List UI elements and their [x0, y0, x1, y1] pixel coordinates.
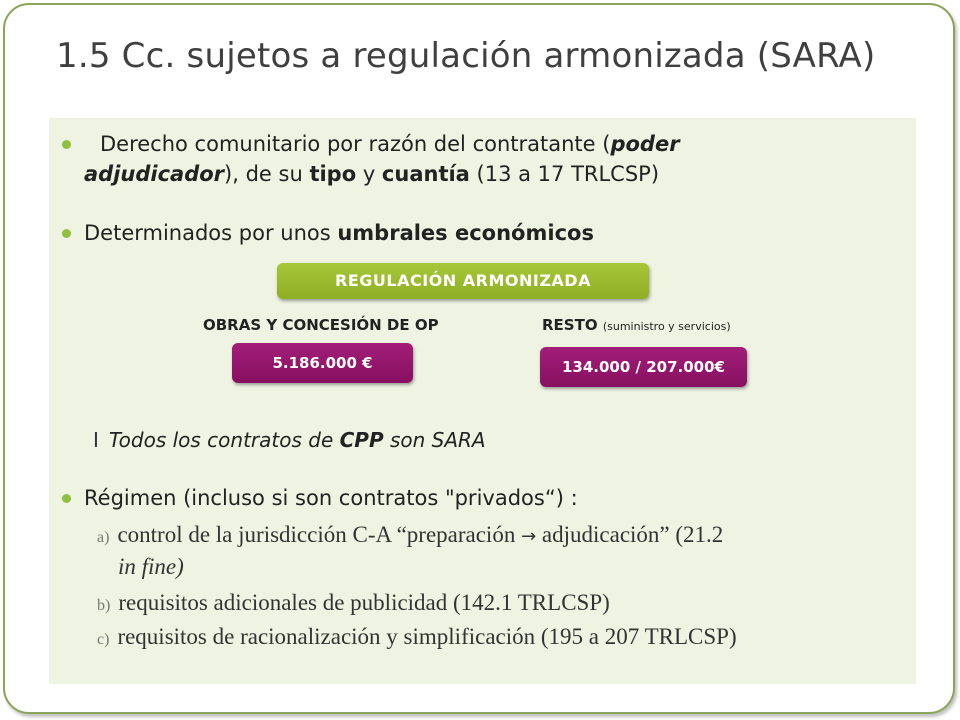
obras-label-text: OBRAS Y CONCESIÓN DE OP — [203, 316, 439, 334]
arrow-right-icon: → — [521, 526, 537, 547]
bullet1-mid2: y — [356, 162, 382, 186]
sub-item-marker: b) — [97, 597, 111, 614]
bullet1-cuantia: cuantía — [381, 162, 470, 186]
bullet1-poder: poder — [610, 132, 680, 156]
sub-item-c-text: requisitos de racionalización y simplificación (195 a 207 TRLCSP) — [117, 624, 737, 649]
resto-label — [542, 316, 731, 334]
bullet2-pre: Determinados por unos — [84, 221, 338, 245]
resto-threshold-box: 134.000 / 207.000€ — [540, 347, 747, 387]
sub-item-a-continuation — [118, 552, 184, 582]
bullet1-mid1: ), de su — [224, 162, 310, 186]
bullet1-adjudicador: adjudicador — [84, 162, 225, 186]
cursor-icon: I — [93, 428, 99, 452]
bullet-dot — [62, 494, 71, 503]
bullet3-text: Régimen (incluso si son contratos "privados“) : — [84, 486, 578, 510]
sub-item-a-text2: adjudicación” (21.2 — [536, 522, 724, 547]
sub-item-c — [97, 622, 737, 655]
bullet1-post: (13 a 17 TRLCSP) — [469, 162, 660, 186]
regulacion-armonizada-box: REGULACIÓN ARMONIZADA — [277, 263, 649, 299]
bullet-dot — [62, 140, 71, 149]
sub-item-b-text: requisitos adicionales de publicidad (142.1 TRLCSP) — [118, 590, 610, 615]
slide-title: 1.5 Cc. sujetos a regulación armonizada (SARA) — [56, 36, 876, 76]
bullet-derecho-comunitario — [84, 129, 804, 189]
resto-label-text: RESTO — [542, 316, 598, 334]
sub-item-a-text3: in fine) — [118, 554, 184, 579]
cpp-note — [93, 428, 486, 452]
bullet-regimen — [84, 483, 578, 513]
obras-threshold-box: 5.186.000 € — [232, 343, 413, 383]
sub-item-marker: c) — [97, 631, 110, 648]
sub-item-b — [97, 588, 610, 621]
obras-label — [203, 316, 439, 334]
bullet1-tipo: tipo — [309, 162, 357, 186]
note-pre: Todos los contratos de — [108, 428, 340, 452]
bullet2-bold: umbrales económicos — [337, 221, 594, 245]
note-post: son SARA — [383, 428, 486, 452]
bullet1-pre: Derecho comunitario por razón del contratante ( — [100, 132, 611, 156]
sub-item-a-text1: control de la jurisdicción C-A “preparación — [117, 522, 522, 547]
bullet-dot — [62, 229, 71, 238]
resto-sublabel: (suministro y servicios) — [602, 320, 731, 333]
bullet-umbrales — [84, 218, 594, 248]
sub-item-a — [97, 520, 723, 553]
sub-item-marker: a) — [97, 529, 110, 546]
note-bold: CPP — [339, 428, 384, 452]
